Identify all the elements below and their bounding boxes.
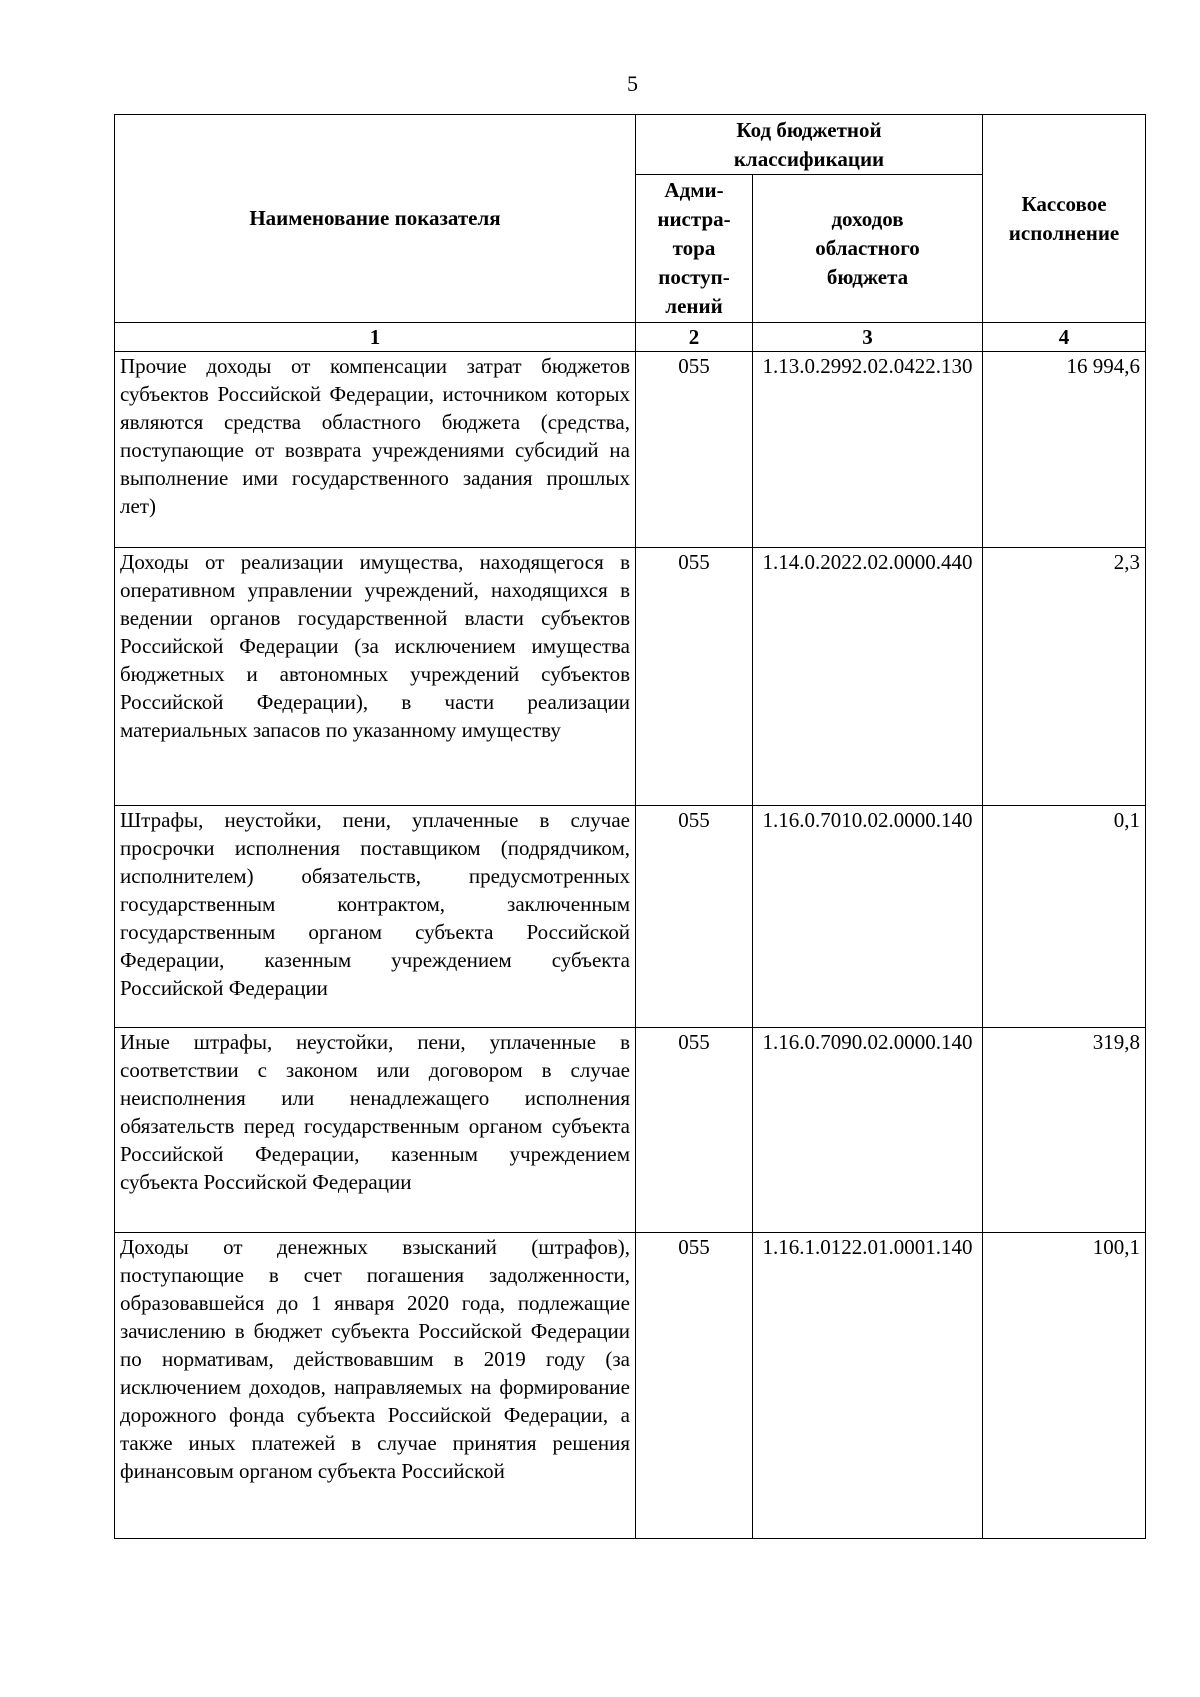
- income-code: 1.16.0.7090.02.0000.140: [753, 1028, 983, 1233]
- table-row: [115, 1233, 1146, 1539]
- column-number-4: 4: [983, 323, 1146, 352]
- admin-code: 055: [636, 352, 753, 548]
- cash-execution-value: 319,8: [983, 1028, 1146, 1233]
- income-code: 1.13.0.2992.02.0422.130: [753, 352, 983, 548]
- header-kbk-group: Код бюджетной классификации: [636, 115, 983, 175]
- indicator-name: Прочие доходы от компенсации затрат бюджетов субъектов Российской Федерации, источником которых являются средства областного бюджета (средства, поступающие от возврата учреждениями субсидий на выполнение ими государственного задания прошлых лет): [115, 352, 636, 548]
- income-code: 1.16.1.0122.01.0001.140: [753, 1233, 983, 1539]
- column-number-3: 3: [753, 323, 983, 352]
- cash-execution-value: 100,1: [983, 1233, 1146, 1539]
- page-number: 5: [627, 71, 638, 96]
- indicator-name: Доходы от денежных взысканий (штрафов), поступающие в счет погашения задолженности, образовавшейся до 1 января 2020 года, подлежащие зачислению в бюджет субъекта Российской Федерации по нормативам, действовавшим в 2019 году (за исключением доходов, направляемых на формирование дорожного фонда субъекта Российской Федерации, а также иных платежей в случае принятия решения финансовым органом субъекта Российской: [115, 1233, 636, 1539]
- table-row: [115, 1028, 1146, 1233]
- table-row: [115, 806, 1146, 1028]
- cash-execution-value: 2,3: [983, 548, 1146, 806]
- header-income-code: доходов областного бюджета: [753, 175, 983, 323]
- indicator-name: Доходы от реализации имущества, находящегося в оперативном управлении учреждений, находящихся в ведении органов государственной власти субъектов Российской Федерации (за исключением имущества бюджетных и автономных учреждений субъектов Российской Федерации), в части реализации материальных запасов по указанному имуществу: [115, 548, 636, 806]
- header-cash-execution: Кассовое исполнение: [983, 115, 1146, 323]
- admin-code: 055: [636, 1028, 753, 1233]
- cash-execution-value: 16 994,6: [983, 352, 1146, 548]
- column-number-2: 2: [636, 323, 753, 352]
- indicator-name: Иные штрафы, неустойки, пени, уплаченные в соответствии с законом или договором в случае неисполнения или ненадлежащего исполнения обязательств перед государственным органом субъекта Российской Федерации, казенным учреждением субъекта Российской Федерации: [115, 1028, 636, 1233]
- header-admin: Адми-нистра-тора поступ-лений: [636, 175, 753, 323]
- income-code: 1.14.0.2022.02.0000.440: [753, 548, 983, 806]
- header-indicator-name: Наименование показателя: [115, 115, 636, 323]
- admin-code: 055: [636, 1233, 753, 1539]
- income-code: 1.16.0.7010.02.0000.140: [753, 806, 983, 1028]
- table-row: [115, 352, 1146, 548]
- income-report-table: [114, 114, 1146, 1539]
- cash-execution-value: 0,1: [983, 806, 1146, 1028]
- admin-code: 055: [636, 806, 753, 1028]
- column-number-1: 1: [115, 323, 636, 352]
- table-row: [115, 548, 1146, 806]
- indicator-name: Штрафы, неустойки, пени, уплаченные в случае просрочки исполнения поставщиком (подрядчиком, исполнителем) обязательств, предусмотренных государственным контрактом, заключенным государственным органом субъекта Российской Федерации, казенным учреждением субъекта Российской Федерации: [115, 806, 636, 1028]
- admin-code: 055: [636, 548, 753, 806]
